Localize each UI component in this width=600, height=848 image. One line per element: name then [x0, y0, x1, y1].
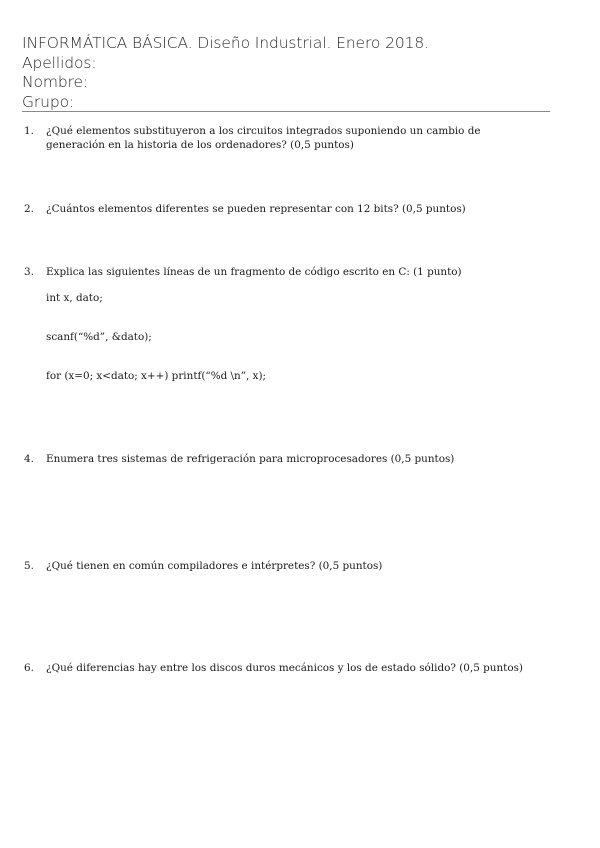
- code-line-1: int x, dato;: [46, 292, 103, 304]
- field-grupo: Grupo:: [22, 92, 75, 111]
- question-number: 1.: [24, 125, 34, 137]
- header-divider: [22, 111, 550, 112]
- question-number: 2.: [24, 203, 34, 215]
- question-number: 6.: [24, 662, 34, 674]
- code-line-3: for (x=0; x<dato; x++) printf(“%d \n”, x);: [46, 370, 267, 382]
- field-nombre: Nombre:: [22, 73, 89, 91]
- question-number: 4.: [24, 453, 34, 465]
- question-text: Explica las siguientes líneas de un fragmento de código escrito en C: (1 punto): [46, 266, 462, 278]
- question-text: ¿Qué elementos substituyeron a los circuitos integrados suponiendo un cambio de generación en la historia de los ordenadores? (0,5 puntos): [46, 125, 481, 151]
- question-number: 5.: [24, 560, 34, 572]
- field-apellidos: Apellidos:: [22, 53, 97, 72]
- code-line-2: scanf(“%d”, &dato);: [46, 331, 152, 343]
- question-text: Enumera tres sistemas de refrigeración para microprocesadores (0,5 puntos): [46, 453, 455, 465]
- exam-title: INFORMÁTICA BÁSICA. Diseño Industrial. Enero 2018.: [22, 34, 429, 52]
- question-number: 3.: [24, 266, 34, 278]
- question-text: ¿Qué tienen en común compiladores e intérpretes? (0,5 puntos): [46, 560, 383, 572]
- question-text: ¿Cuántos elementos diferentes se pueden representar con 12 bits? (0,5 puntos): [46, 203, 466, 215]
- exam-header: [22, 34, 552, 112]
- question-text: ¿Qué diferencias hay entre los discos duros mecánicos y los de estado sólido? (0,5 puntos): [46, 662, 523, 674]
